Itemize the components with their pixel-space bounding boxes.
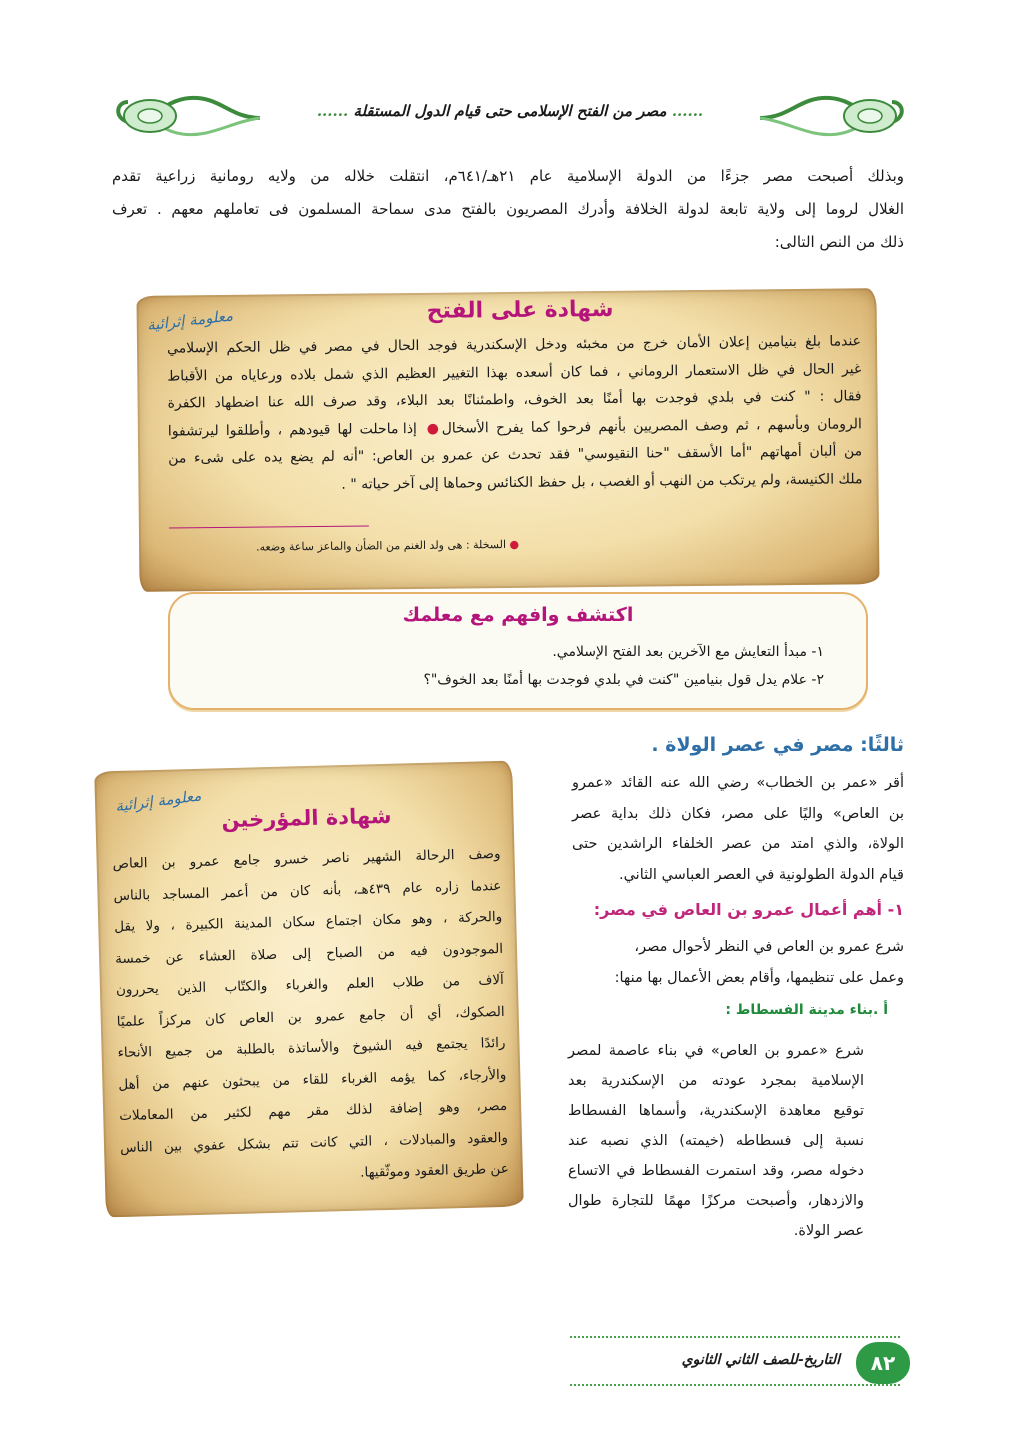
fustat-line: نسبة إلى فسطاطه (خيمته) الذي نصبه عند bbox=[568, 1133, 864, 1149]
section-line: أقر «عمر بن الخطاب» رضي الله عنه القائد «عمرو bbox=[572, 775, 904, 791]
box-line: عن طريق العقود وموثّقيها. bbox=[359, 1160, 509, 1181]
box-line: والعقود والمبادلات ، التي كانت تتم بشكل عفوي بين الناس bbox=[119, 1129, 509, 1156]
box-line: وصف الرحالة الشهير ناصر خسرو جامع عمرو بن العاص bbox=[112, 845, 501, 873]
page-number: ٨٢ bbox=[856, 1342, 910, 1384]
box-line: فقال : " كنت في بلدي فوجدت بها أمنًا بعد الخوف، واطمئنانًا بعد البلاء، وقد صرف الله عنا اضطهاد الكفرة bbox=[167, 388, 862, 412]
header-title-line bbox=[260, 102, 760, 130]
amr-paragraph bbox=[572, 932, 904, 994]
amr-line: وعمل على تنظيمها، وأقام بعض الأعمال بها منها: bbox=[614, 970, 904, 986]
fustat-line: عصر الولاة. bbox=[793, 1223, 864, 1239]
enrichment-box-historians bbox=[94, 761, 524, 1218]
header-dots-right: ...... bbox=[671, 102, 704, 120]
box-line: والأرجاء، كما يؤمه الغرباء للقاء من يبحثون عنهم من أهل bbox=[118, 1066, 507, 1093]
footnote-text: السخلة : هى ولد الغنم من الضأن والماعز ساعة وضعه. bbox=[256, 538, 507, 554]
explore-title: اكتشف وافهم مع معلمك bbox=[402, 604, 634, 626]
footer-book-title: التاريخ-للصف الثاني الثانوي bbox=[681, 1352, 840, 1368]
intro-line: الغلال لروما إلى ولاية تابعة لدولة الخلافة وأدرك المصريون بالفتح مدى سماحة المسلمون فى تعاملهم معهم . تعرف bbox=[112, 200, 904, 218]
enrichment-tag: معلومة إثرائية bbox=[114, 786, 203, 816]
right-ornament-icon bbox=[760, 88, 910, 144]
footnote-marker-icon: ● bbox=[509, 537, 520, 551]
footnote bbox=[256, 538, 519, 554]
box-line: عندما زاره عام ٤٣٩هـ، بأنه كان من أعمر المساجد بالناس bbox=[113, 877, 502, 904]
box-line: والحركة ، وهو مكان اجتماع سكان المدينة الكبيرة ، ولا يقل bbox=[114, 908, 503, 936]
box-text bbox=[112, 839, 509, 1196]
explore-item: ١- مبدأ التعايش مع الآخرين بعد الفتح الإسلامي. bbox=[552, 644, 824, 660]
intro-paragraph bbox=[112, 160, 904, 259]
box-line-part: الرومان وبأسهم ، ثم وصف المصريين بأنهم فرحوا كما يفرح الأسخال bbox=[441, 415, 862, 437]
header-dots-left: ...... bbox=[316, 102, 349, 120]
box-line: الصكوك، أي أن جامع عمرو بن العاص كان مركزاً علميًا bbox=[116, 1003, 505, 1030]
box-title: شهادة المؤرخين bbox=[221, 803, 392, 833]
fustat-line: الإسلامية بمجرد عودته من الإسكندرية بعد bbox=[568, 1073, 864, 1089]
box-line: الموجودون فيه من الصباح إلى صلاة العشاء عن خمسة bbox=[114, 940, 504, 967]
amr-line: شرع عمرو بن العاص في النظر لأحوال مصر، bbox=[634, 939, 904, 955]
box-line: ملك الكنيسة، ولم يرتكب من النهب أو الغصب ، بل حفظ الكنائس وحماها إلى آخر حياته " . bbox=[341, 470, 863, 493]
box-line: غير الحال في ظل الاستعمار الروماني ، فما كان أسعده بهذا التغيير العظيم الذي شمل بلاده ورعاياه من الأقباط bbox=[167, 360, 862, 385]
box-line: مصر، وهو إضافة لذلك مقر مهم لكثير من المعاملات bbox=[119, 1097, 508, 1125]
subheading-amr-works: ١- أهم أعمال عمرو بن العاص في مصر: bbox=[593, 900, 904, 919]
intro-line: وبذلك أصبحت مصر جزءًا من الدولة الإسلامية عام ٢١هـ/٦٤١م، انتقلت خلاله من ولايه رومانية زراعية تقدم bbox=[112, 167, 904, 185]
left-ornament-icon bbox=[110, 88, 260, 144]
box-text bbox=[167, 328, 863, 500]
page-footer bbox=[570, 1336, 910, 1396]
box-line: من ألبان أمهاتهم "أما الأسقف "حنا النقيوسي" فقد تحدث عن عمرو بن العاص: "أنه لم يضع يده على شىء من bbox=[168, 443, 863, 467]
fustat-line: شرع «عمرو بن العاص» في بناء عاصمة لمصر bbox=[568, 1043, 864, 1059]
section-paragraph bbox=[572, 768, 904, 890]
fustat-line: دخوله مصر، وقد استمرت الفسطاط في الاتساع bbox=[568, 1163, 864, 1179]
enrichment-box-conquest bbox=[136, 288, 879, 592]
intro-line: ذلك من النص التالى: bbox=[774, 233, 904, 251]
fustat-line: والازدهار، وأصبحت مركزًا مهمًا للتجارة طوال bbox=[568, 1193, 864, 1209]
footnote-divider bbox=[169, 525, 369, 528]
box-line-part: إذا ماحلت لها قيودهم ، وأطلقوا ليرتشفوا bbox=[167, 420, 417, 440]
footer-dotted-line bbox=[570, 1384, 900, 1386]
box-line: آلاف من طلاب العلم والغرباء والكتّاب الذين يحررون bbox=[115, 971, 505, 999]
subheading-fustat: أ .بناء مدينة الفسطاط : bbox=[725, 1002, 888, 1018]
box-line: عندما بلغ بنيامين إعلان الأمان خرج من مخبئه ودخل الإسكندرية فوجد الحال في مصر في ظل الحكم الإسلامي bbox=[166, 333, 862, 357]
explore-item: ٢- علام يدل قول بنيامين "كنت في بلدي فوجدت بها أمنًا بعد الخوف"؟ bbox=[423, 672, 824, 688]
section-line: الولاة، والذي امتد من عصر الخلفاء الراشدين حتى bbox=[572, 836, 904, 852]
section-title: ثالثًا: مصر في عصر الولاة . bbox=[651, 734, 904, 756]
section-line: بن العاص» واليًا على مصر، فكان ذلك بداية عصر bbox=[572, 805, 904, 822]
box-title: شهادة على الفتح bbox=[426, 296, 614, 324]
fustat-line: توقيع معاهدة الإسكندرية، وأسماها الفسطاط bbox=[568, 1103, 864, 1119]
fustat-paragraph bbox=[568, 1036, 864, 1246]
page-header bbox=[110, 88, 910, 148]
box-line: رائدًا يجتمع فيه الشيوخ والأساتذة بالطلبة من جميع الأنحاء bbox=[117, 1034, 506, 1062]
section-line: قيام الدولة الطولونية في العصر العباسي الثاني. bbox=[618, 866, 904, 883]
footer-dotted-line bbox=[570, 1336, 900, 1338]
footnote-marker-icon: ● bbox=[423, 420, 442, 437]
header-title: مصر من الفتح الإسلامى حتى قيام الدول المستقلة bbox=[353, 102, 667, 120]
explore-box bbox=[168, 592, 868, 710]
enrichment-tag: معلومة إثرائية bbox=[145, 306, 234, 335]
